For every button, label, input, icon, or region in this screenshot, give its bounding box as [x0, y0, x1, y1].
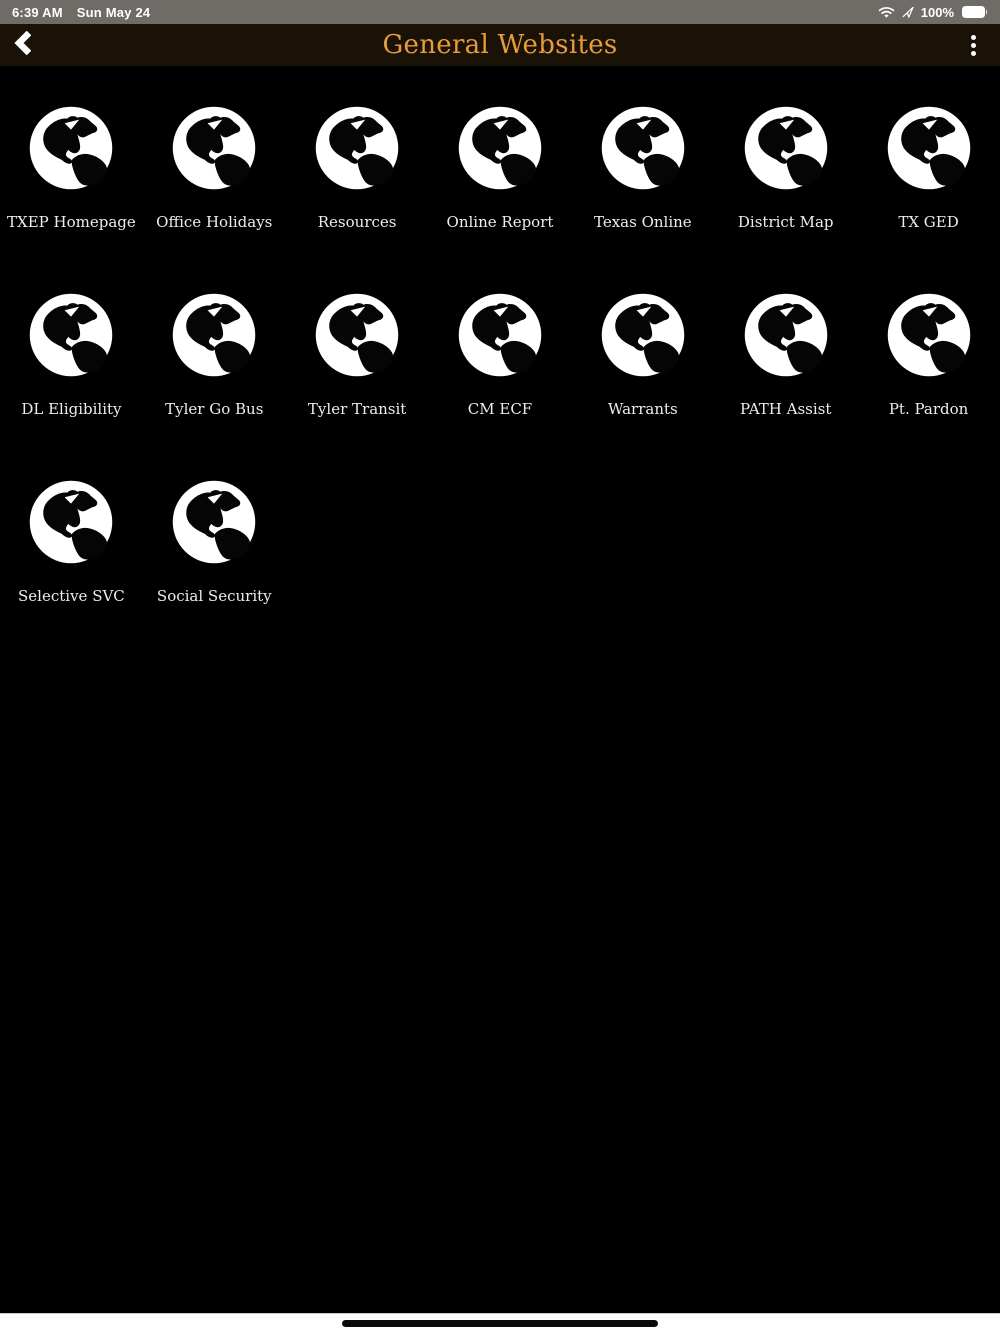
- menu-button[interactable]: [960, 28, 986, 62]
- website-item[interactable]: [0, 478, 143, 607]
- back-button[interactable]: [14, 28, 44, 62]
- website-item-label: PATH Assist: [740, 400, 832, 418]
- bottom-bar: [0, 1313, 1000, 1334]
- battery-percent: 100%: [920, 4, 954, 20]
- globe-icon: [27, 478, 115, 566]
- globe-icon: [170, 478, 258, 566]
- ellipsis-dot: [971, 51, 976, 56]
- globe-icon: [599, 291, 687, 379]
- globe-icon: [456, 104, 544, 192]
- globe-icon: [456, 291, 544, 379]
- website-item-label: Pt. Pardon: [888, 400, 969, 418]
- ellipsis-dot: [971, 35, 976, 40]
- globe-icon: [27, 291, 115, 379]
- website-item[interactable]: [857, 104, 1000, 233]
- globe-icon: [313, 291, 401, 379]
- globe-icon: [313, 104, 401, 192]
- status-left: [12, 5, 150, 20]
- globe-icon: [885, 104, 973, 192]
- website-item[interactable]: [0, 291, 143, 420]
- website-item-label: TX GED: [898, 213, 959, 231]
- website-item[interactable]: [286, 104, 429, 233]
- website-item-label: DL Eligibility: [21, 400, 122, 418]
- website-item-label: Social Security: [156, 587, 272, 605]
- website-item[interactable]: [571, 104, 714, 233]
- website-item[interactable]: [571, 291, 714, 420]
- globe-icon: [27, 104, 115, 192]
- website-item[interactable]: [0, 104, 143, 233]
- website-item-label: District Map: [737, 213, 834, 231]
- website-item[interactable]: [429, 291, 572, 420]
- website-item-label: TXEP Homepage: [7, 213, 136, 231]
- website-item-label: CM ECF: [467, 400, 533, 418]
- globe-icon: [742, 104, 830, 192]
- content-area: [0, 66, 1000, 1313]
- chevron-left-icon: [14, 31, 31, 60]
- website-item[interactable]: [143, 104, 286, 233]
- website-item[interactable]: [714, 291, 857, 420]
- globe-icon: [599, 104, 687, 192]
- website-item-label: Selective SVC: [18, 587, 125, 605]
- website-item[interactable]: [714, 104, 857, 233]
- website-item[interactable]: [857, 291, 1000, 420]
- globe-icon: [742, 291, 830, 379]
- globe-icon: [885, 291, 973, 379]
- ellipsis-dot: [971, 43, 976, 48]
- website-item-label: Online Report: [446, 213, 554, 231]
- status-right: [878, 5, 988, 20]
- website-item[interactable]: [143, 478, 286, 607]
- website-item[interactable]: [429, 104, 572, 233]
- website-item-label: Texas Online: [594, 213, 692, 231]
- home-indicator[interactable]: [342, 1320, 658, 1327]
- battery-icon: [962, 6, 988, 18]
- globe-icon: [170, 104, 258, 192]
- globe-icon: [170, 291, 258, 379]
- website-item-label: Warrants: [607, 400, 678, 418]
- location-arrow-icon: [901, 5, 915, 19]
- website-item-label: Resources: [317, 213, 397, 231]
- website-item[interactable]: [286, 291, 429, 420]
- status-time: 6:39 AM: [12, 4, 63, 20]
- wifi-icon: [878, 6, 895, 19]
- website-item[interactable]: [143, 291, 286, 420]
- status-bar: [0, 0, 1000, 24]
- website-item-label: Office Holidays: [156, 213, 273, 231]
- website-item-label: Tyler Transit: [307, 400, 407, 418]
- website-item-label: Tyler Go Bus: [165, 400, 264, 418]
- status-date: Sun May 24: [76, 4, 151, 20]
- page-title: General Websites: [382, 30, 618, 60]
- nav-bar: [0, 24, 1000, 66]
- website-grid: [0, 104, 1000, 607]
